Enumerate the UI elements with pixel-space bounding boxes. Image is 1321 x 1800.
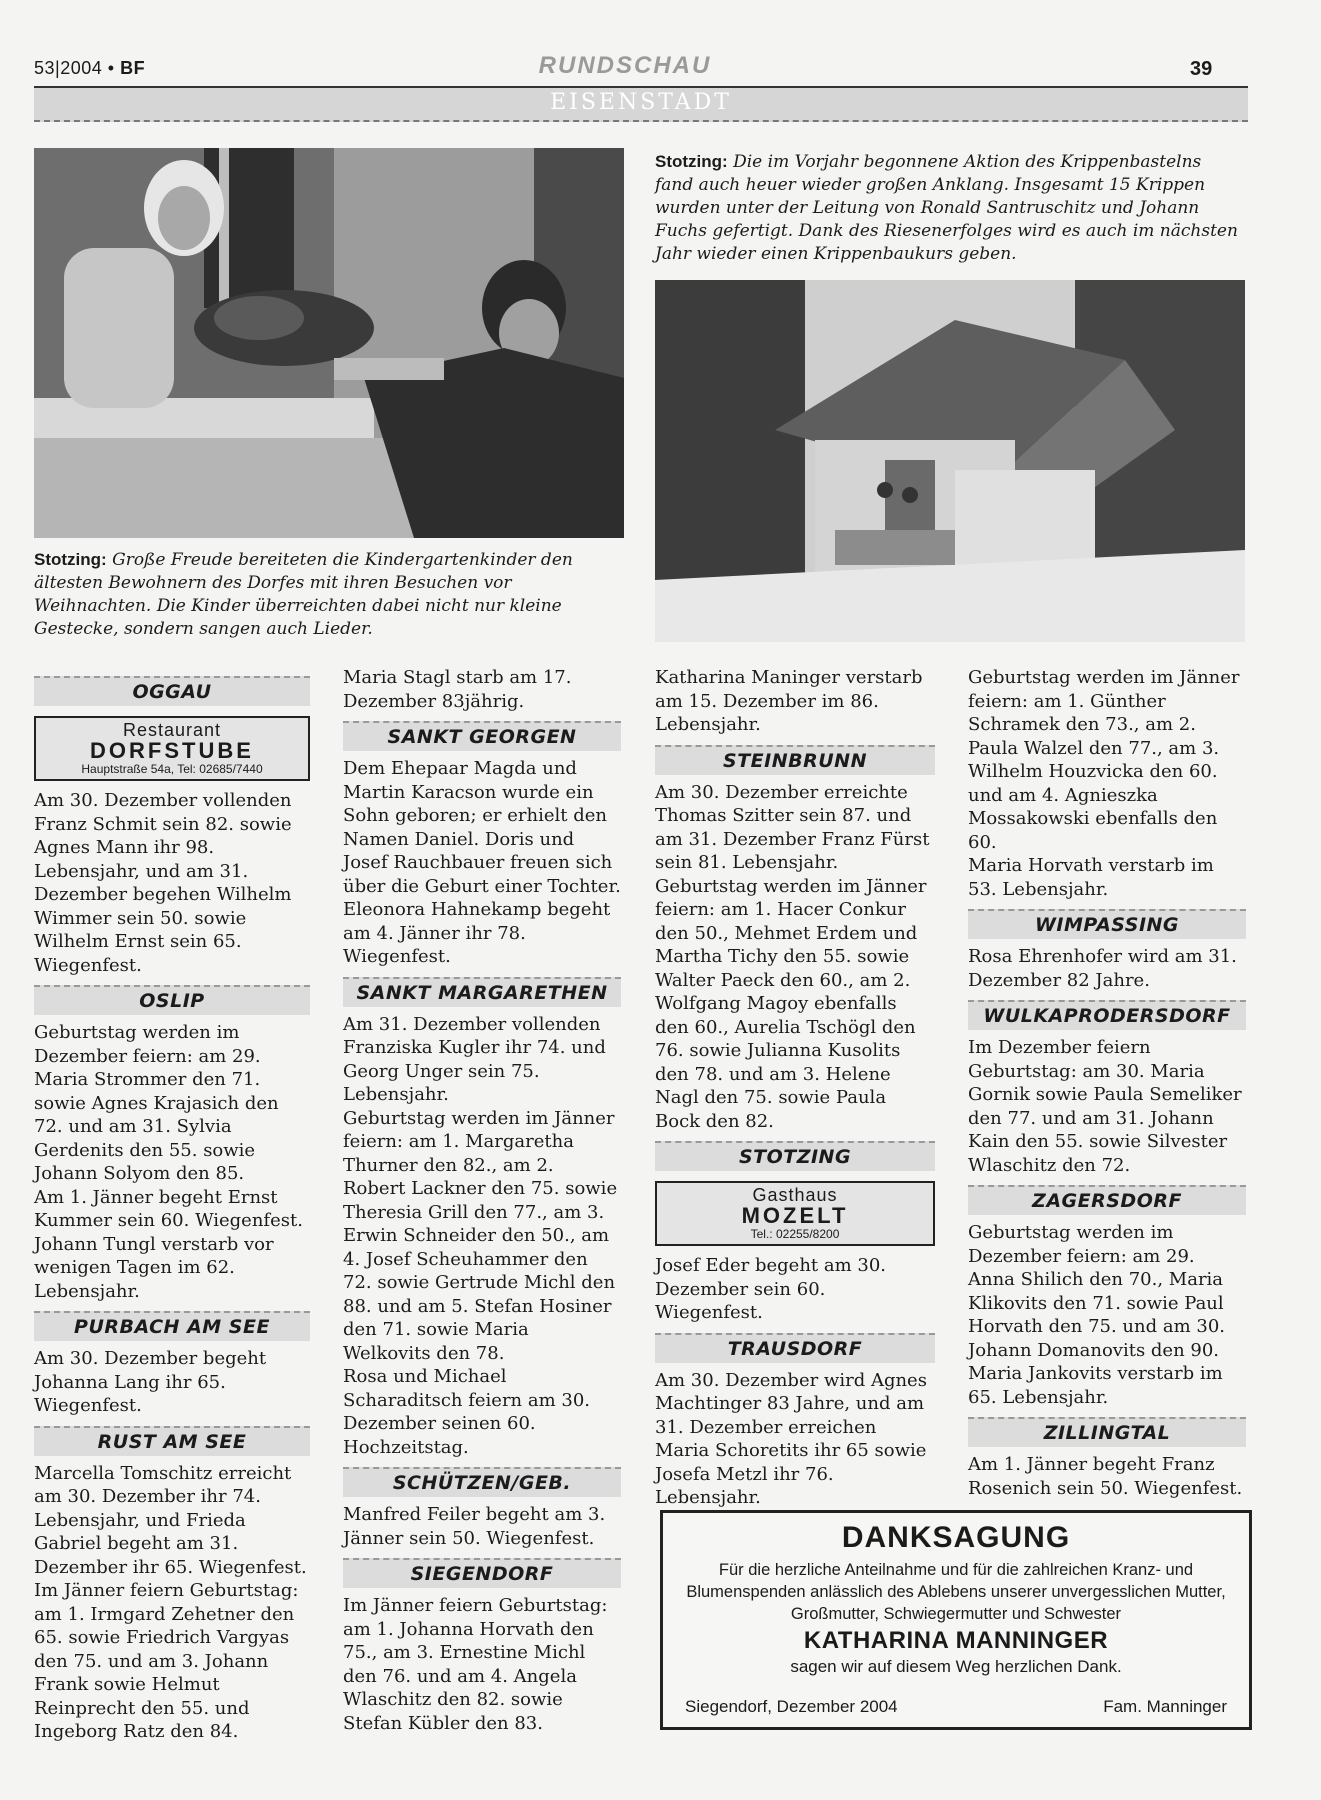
danksagung-box xyxy=(660,1510,1252,1730)
ad-contact: Tel.: 02255/8200 xyxy=(750,1227,840,1241)
danksagung-name: KATHARINA MANNINGER xyxy=(803,1627,1109,1654)
news-paragraph: Marcella Tomschitz erreicht am 30. Dezember ihr 74. Lebensjahr, und Frieda Gabriel begeht am 31. Dezember ihr 65. Wiegenfest. xyxy=(34,1462,307,1578)
danksagung-place-date: Siegendorf, Dezember 2004 xyxy=(685,1697,898,1716)
news-paragraph: Am 31. Dezember vollenden Franziska Kugler ihr 74. und Georg Unger sein 75. Lebensjahr. xyxy=(343,1013,606,1105)
news-paragraph: Maria Stagl starb am 17. Dezember 83jährig. xyxy=(343,667,572,712)
news-paragraph: Am 30. Dezember wird Agnes Machtinger 83 Jahre, und am 31. Dezember erreichen Maria Schoretits ihr 65 sowie Josefa Metzl ihr 76. Lebensjahr. xyxy=(655,1369,927,1508)
section-heading-rust: RUST AM SEE xyxy=(34,1426,310,1456)
section-title: EISENSTADT xyxy=(550,90,732,115)
ad-name: DORFSTUBE xyxy=(90,738,254,763)
news-paragraph: Am 30. Dezember vollenden Franz Schmit sein 82. sowie Agnes Mann ihr 98. Lebensjahr, und am 31. Dezember begehen Wilhelm Wimmer sein 50. sowie Wilhelm Ernst sein 65. Wiegenfest. xyxy=(34,790,292,976)
section-heading-sankt-georgen: SANKT GEORGEN xyxy=(343,721,621,751)
news-paragraph: Manfred Feiler begeht am 3. Jänner sein 50. Wiegenfest. xyxy=(343,1504,606,1549)
caption-text: Große Freude bereiteten die Kindergartenkinder den ältesten Bewohnern des Dorfes mit ihren Besuchen vor Weihnachten. Die Kinder überreichten dabei nicht nur kleine Gestecke, sondern sangen auch Lieder. xyxy=(34,550,573,639)
news-paragraph: Rosa Ehrenhofer wird am 31. Dezember 82 Jahre. xyxy=(968,946,1237,991)
news-paragraph: Dem Ehepaar Magda und Martin Karacson wurde ein Sohn geboren; er erhielt den Namen Daniel. Doris und Josef Rauchbauer freuen sich über die Geburt einer Tochter. xyxy=(343,758,621,897)
caption-text: Die im Vorjahr begonnene Aktion des Krippenbastelns fand auch heuer wieder großen Anklang. Insgesamt 15 Krippen wurden unter der Leitung von Ronald Santruschitz und Johann Fuchs gefertigt. Dank des Riesenerfolges wird es auch im nächsten Jahr wieder einen Krippenbaukurs geben. xyxy=(655,152,1238,264)
section-heading-stotzing: STOTZING xyxy=(655,1141,935,1171)
danksagung-footer xyxy=(685,1697,1227,1717)
section-heading-wimpassing: WIMPASSING xyxy=(968,909,1246,939)
caption-kindergarten xyxy=(34,548,624,641)
news-paragraph: Rosa und Michael Scharaditsch feiern am 30. Dezember seinen 60. Hochzeitstag. xyxy=(343,1366,591,1458)
caption-place: Stotzing: xyxy=(34,550,107,569)
section-heading-zagersdorf: ZAGERSDORF xyxy=(968,1185,1246,1215)
issue-number: 53|2004 xyxy=(34,58,103,78)
section-heading-sankt-margarethen: SANKT MARGARETHEN xyxy=(343,977,621,1007)
column-4 xyxy=(968,666,1246,1500)
news-paragraph: Am 30. Dezember erreichte Thomas Szitter sein 87. und am 31. Dezember Franz Fürst sein 81. Lebensjahr. xyxy=(655,781,930,873)
ad-name: MOZELT xyxy=(741,1203,849,1228)
photo-kindergarten-visit-image xyxy=(34,148,624,538)
section-heading-trausdorf: TRAUSDORF xyxy=(655,1333,935,1363)
news-paragraph: Am 1. Jänner begeht Ernst Kummer sein 60. Wiegenfest. xyxy=(34,1186,303,1231)
danksagung-body: Für die herzliche Anteilnahme und für die zahlreichen Kranz- und Blumenspenden anlässlich des Ablebens unserer unvergesslichen Mutter, Großmutter, Schwiegermutter und Schwester xyxy=(686,1561,1226,1623)
news-paragraph: Geburtstag werden im Jänner feiern: am 1. Hacer Conkur den 50., Mehmet Erdem und Martha Tichy den 55. sowie Walter Paeck den 60., am 2. Wolfgang Magoy ebenfalls den 60., Aurelia Tschögl den 76. sowie Julianna Kusolits den 78. und am 3. Helene Nagl den 75. sowie Paula Bock den 82. xyxy=(655,875,927,1132)
section-heading-zillingtal: ZILLINGTAL xyxy=(968,1417,1246,1447)
ad-type: Restaurant xyxy=(122,720,222,740)
column-3 xyxy=(655,666,935,1510)
section-heading-purbach: PURBACH AM SEE xyxy=(34,1311,310,1341)
column-1 xyxy=(34,666,310,1744)
column-2 xyxy=(343,666,621,1735)
news-paragraph: Katharina Maninger verstarb am 15. Dezember im 86. Lebensjahr. xyxy=(655,667,923,735)
section-heading-siegendorf: SIEGENDORF xyxy=(343,1558,621,1588)
photo-kindergarten-visit xyxy=(34,148,624,538)
photo-nativity-crib xyxy=(655,280,1245,642)
news-paragraph: Am 1. Jänner begeht Franz Rosenich sein 50. Wiegenfest. xyxy=(968,1454,1243,1499)
news-paragraph: Geburtstag werden im Dezember feiern: am 29. Anna Shilich den 70., Maria Klikovits den 71. sowie Paul Horvath den 75. und am 30. Johann Domanovits den 90. xyxy=(968,1222,1226,1361)
news-paragraph: Im Dezember feiern Geburtstag: am 30. Maria Gornik sowie Paula Semeliker den 77. und am 31. Johann Kain den 55. sowie Silvester Wlaschitz den 72. xyxy=(968,1037,1242,1176)
news-paragraph: Eleonora Hahnekamp begeht am 4. Jänner ihr 78. Wiegenfest. xyxy=(343,899,611,967)
news-paragraph: Geburtstag werden im Jänner feiern: am 1. Günther Schramek den 73., am 2. Paula Walzel den 77., am 3. Wilhelm Houzvicka den 60. und am 4. Agnieszka Mossakowski ebenfalls den 60. xyxy=(968,667,1240,853)
danksagung-signature: Fam. Manninger xyxy=(1103,1697,1227,1716)
news-paragraph: Im Jänner feiern Geburtstag: am 1. Johanna Horvath den 75., am 3. Ernestine Michl den 76. und am 4. Angela Wlaschitz den 82. sowie Stefan Kübler den 83. xyxy=(343,1595,608,1734)
danksagung-title: DANKSAGUNG xyxy=(841,1521,1071,1554)
bullet-separator: • xyxy=(107,58,115,78)
section-heading-oggau: OGGAU xyxy=(34,676,310,706)
ad-contact: Hauptstraße 54a, Tel: 02685/7440 xyxy=(81,762,263,776)
photo-nativity-crib-image xyxy=(655,280,1245,642)
news-paragraph: Geburtstag werden im Jänner feiern: am 1. Margaretha Thurner den 82., am 2. Robert Lackner den 75. sowie Theresia Grill den 77., am 3. Erwin Schneider den 50., am 4. Josef Scheuhammer den 72. sowie Gertrude Michl den 88. und am 5. Stefan Hosiner den 71. sowie Maria Welkovits den 78. xyxy=(343,1107,618,1364)
danksagung-thanks: sagen wir auf diesem Weg herzlichen Dank. xyxy=(790,1657,1122,1676)
news-paragraph: Am 30. Dezember begeht Johanna Lang ihr 65. Wiegenfest. xyxy=(34,1348,267,1416)
ad-type: Gasthaus xyxy=(752,1185,838,1205)
section-band xyxy=(34,86,1248,124)
section-heading-schuetzen: SCHÜTZEN/GEB. xyxy=(343,1467,621,1497)
newspaper-name: RUNDSCHAU xyxy=(538,52,712,79)
news-paragraph: Maria Horvath verstarb im 53. Lebensjahr. xyxy=(968,855,1214,900)
section-heading-wulkaprodersdorf: WULKAPRODERSDORF xyxy=(968,1000,1246,1030)
news-paragraph: Geburtstag werden im Dezember feiern: am 29. Maria Strommer den 71. sowie Agnes Krajasich den 72. und am 31. Sylvia Gerdenits den 55. sowie Johann Solyom den 85. xyxy=(34,1022,279,1184)
ad-restaurant-dorfstube xyxy=(34,716,310,781)
caption-place: Stotzing: xyxy=(655,152,728,171)
page-number: 39 xyxy=(1190,58,1213,80)
news-paragraph: Johann Tungl verstarb vor wenigen Tagen im 62. Lebensjahr. xyxy=(34,1233,274,1302)
ad-gasthaus-mozelt xyxy=(655,1181,935,1246)
caption-krippenbau xyxy=(655,150,1240,266)
news-paragraph: Maria Jankovits verstarb im 65. Lebensjahr. xyxy=(968,1363,1223,1408)
news-paragraph: Josef Eder begeht am 30. Dezember sein 60. Wiegenfest. xyxy=(655,1255,887,1323)
news-paragraph: Im Jänner feiern Geburtstag: am 1. Irmgard Zehetner den 65. sowie Friedrich Vargyas den 75. und am 3. Johann Frank sowie Helmut Reinprecht den 55. und Ingeborg Ratz den 84. xyxy=(34,1580,299,1742)
section-heading-oslip: OSLIP xyxy=(34,985,310,1015)
region-code: BF xyxy=(120,58,146,78)
section-heading-steinbrunn: STEINBRUNN xyxy=(655,745,935,775)
